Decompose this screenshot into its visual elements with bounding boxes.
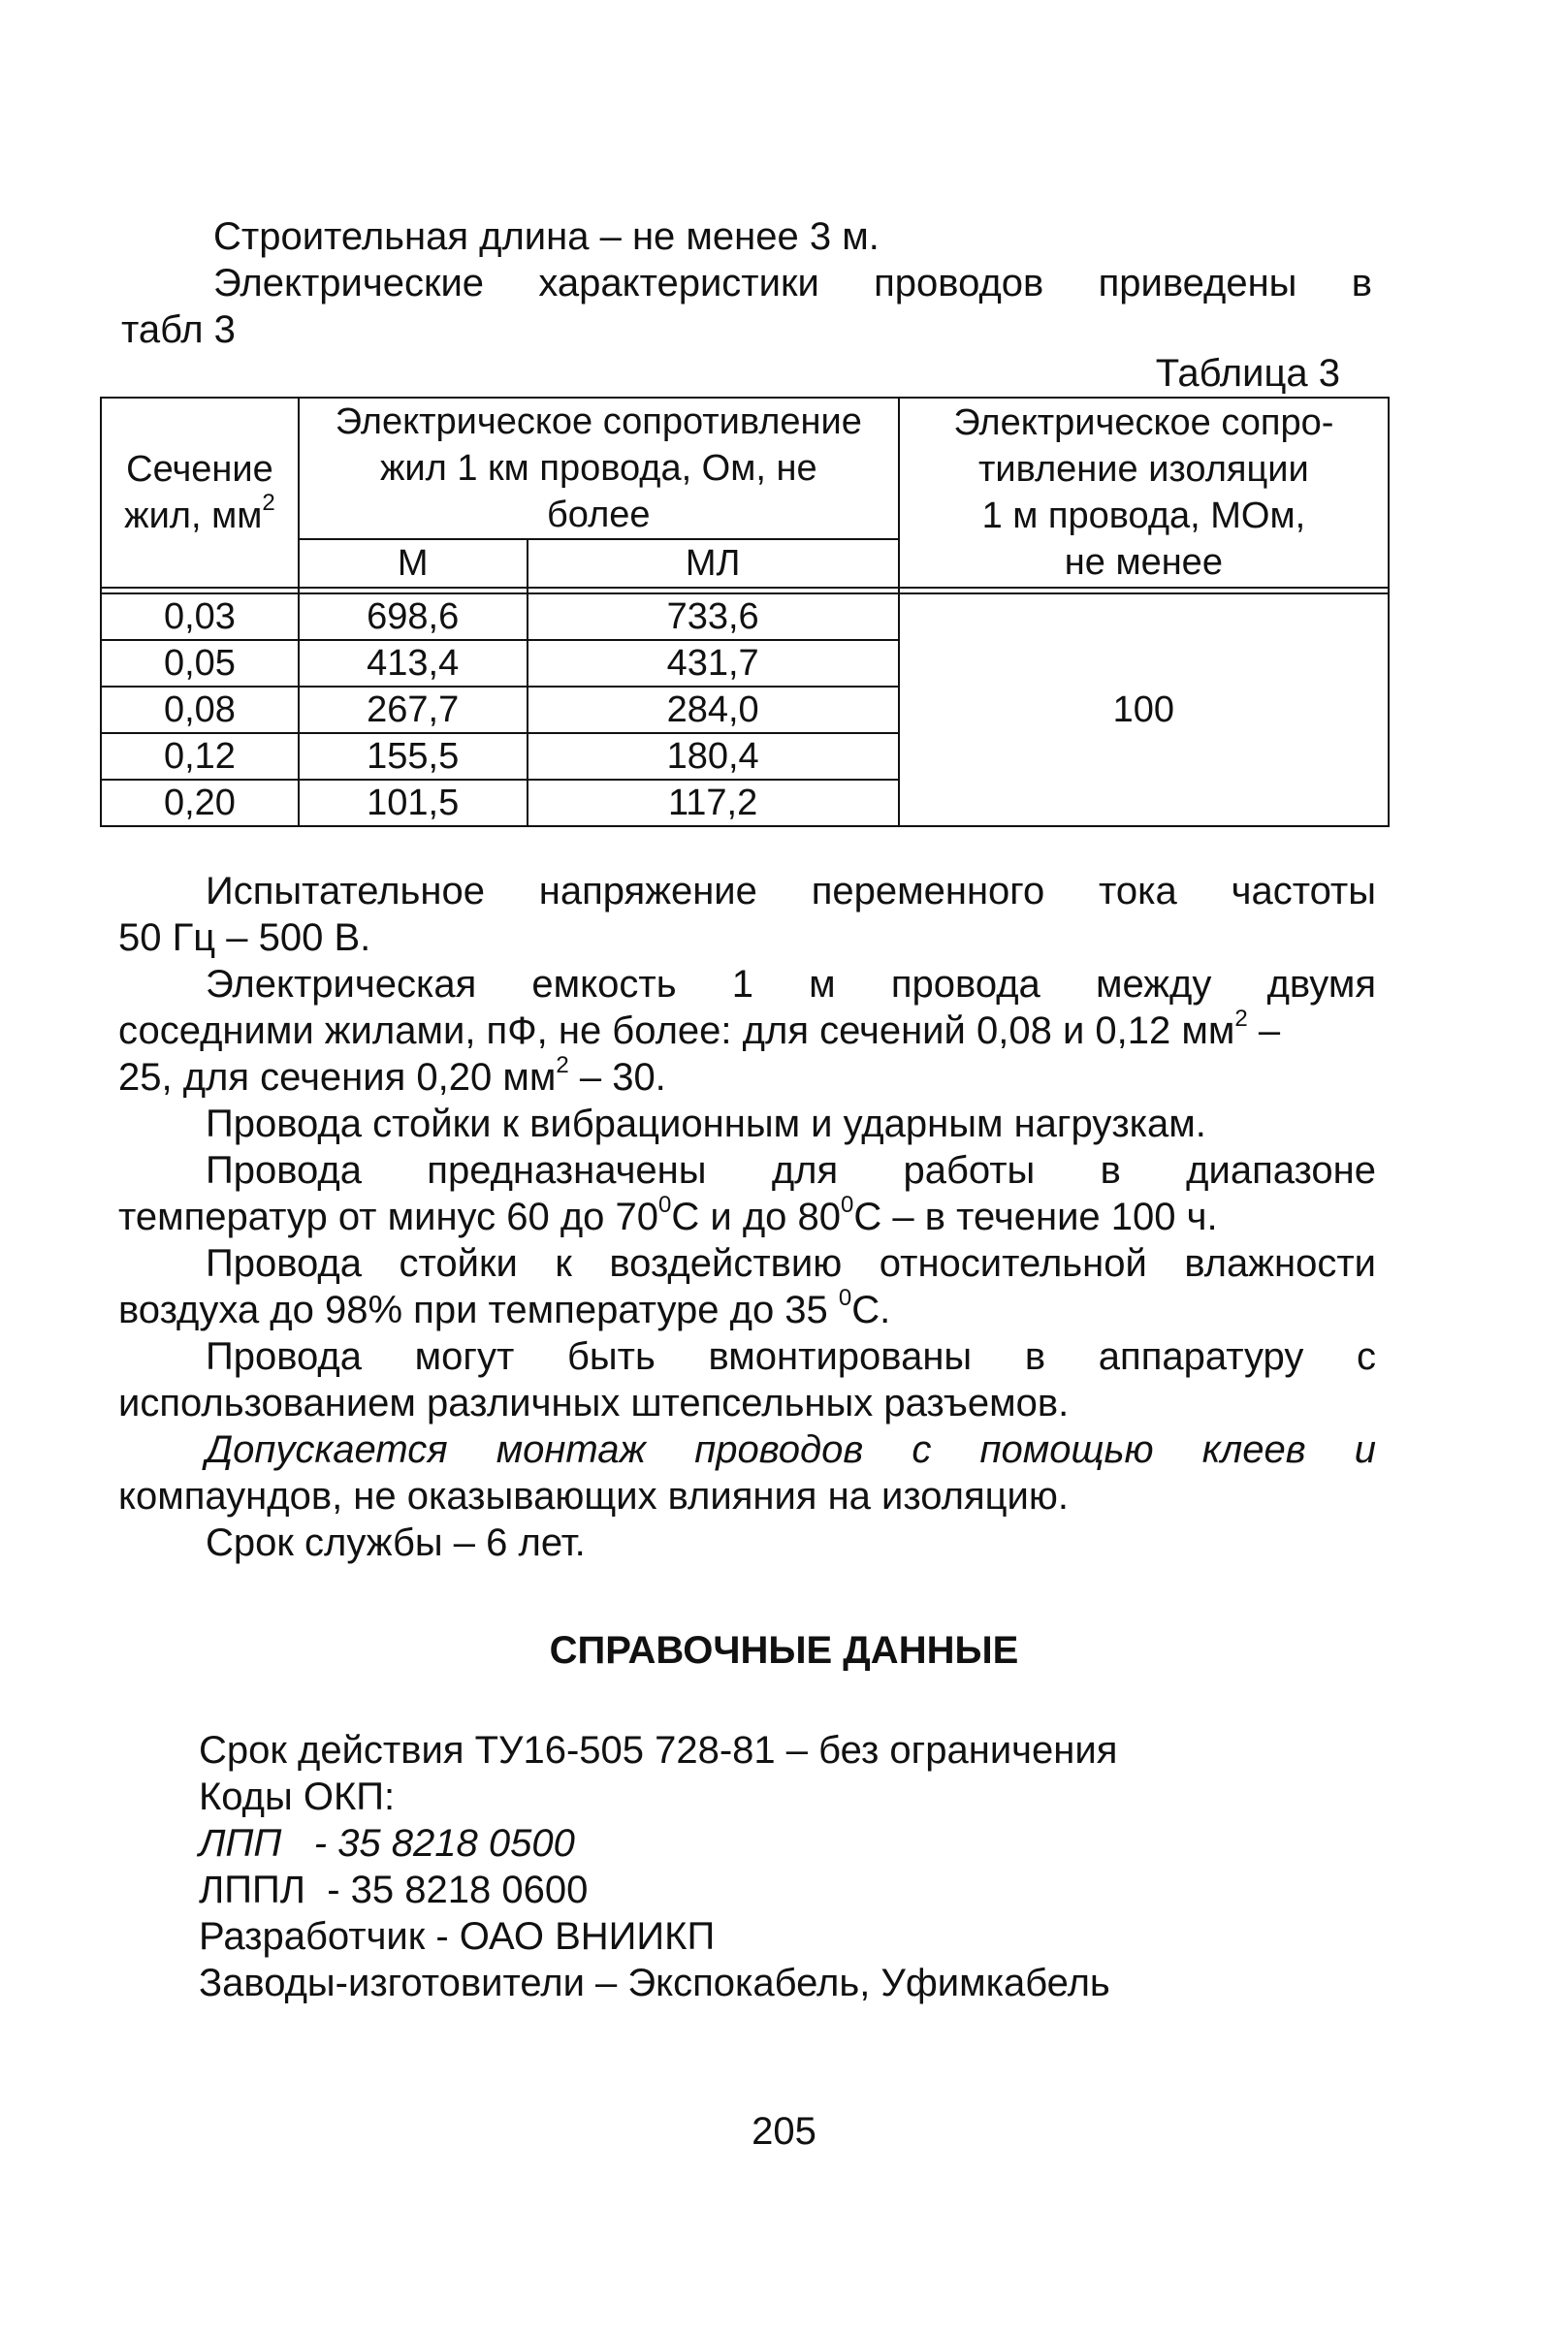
cell-insulation: 100 — [899, 593, 1389, 826]
p4-line-2-sup-2: 0 — [841, 1191, 854, 1218]
header-insulation-line-2: тивление изоляции — [978, 449, 1309, 490]
intro-line-2: Электрические характеристики проводов приведены в — [213, 262, 1372, 304]
p5-line-2-sup: 0 — [838, 1284, 852, 1311]
p1-line-2: 50 Гц – 500 В. — [118, 916, 371, 959]
cell-ml: 284,0 — [528, 687, 899, 733]
cell-m: 101,5 — [299, 780, 528, 826]
header-insulation-line-4: не менее — [1064, 542, 1223, 583]
header-section-unit: жил, мм — [124, 496, 263, 536]
cell-section: 0,20 — [101, 780, 299, 826]
p1-line-1: Испытательное напряжение переменного тока частоты — [206, 870, 1376, 912]
cell-m: 267,7 — [299, 687, 528, 733]
subheader-m: М — [299, 539, 528, 588]
header-resistance — [299, 398, 899, 539]
p2-line-3-text: 25, для сечения 0,20 мм — [118, 1056, 557, 1099]
header-resistance-line-3: более — [547, 495, 651, 535]
characteristics-table — [100, 397, 1390, 827]
p4-line-2-sup-1: 0 — [658, 1191, 672, 1218]
header-insulation-line-1: Электрическое сопро- — [953, 402, 1334, 443]
header-section-line-1: Сечение — [126, 449, 273, 490]
body-text — [118, 868, 1376, 1566]
header-resistance-line-1: Электрическое сопротивление — [335, 401, 862, 442]
p4-line-2-mid: С и до 80 — [671, 1196, 842, 1238]
cell-ml: 117,2 — [528, 780, 899, 826]
cell-ml: 180,4 — [528, 733, 899, 780]
header-insulation-line-3: 1 м провода, МОм, — [981, 496, 1306, 536]
p4-line-2-text: температур от минус 60 до 70 — [118, 1196, 659, 1238]
cell-ml: 733,6 — [528, 593, 899, 640]
reference-line-lppl: ЛППЛ - 35 8218 0600 — [199, 1869, 589, 1911]
p6-line-2: использованием различных штепсельных разъемов. — [118, 1382, 1070, 1424]
p4-line-2 — [118, 1191, 1376, 1240]
p5-line-2 — [118, 1284, 1376, 1333]
p7-line-1: Допускается монтаж проводов с помощью клеев и — [206, 1428, 1376, 1471]
header-section — [101, 398, 299, 588]
cell-section: 0,03 — [101, 593, 299, 640]
intro-line-3: табл 3 — [121, 308, 236, 351]
header-insulation — [899, 398, 1389, 588]
p4-line-1: Провода предназначены для работы в диапазоне — [206, 1149, 1376, 1192]
p5-line-2-end: С. — [851, 1289, 891, 1331]
p2-line-3-end: – 30. — [568, 1056, 666, 1099]
cell-section: 0,12 — [101, 733, 299, 780]
reference-line-developer: Разработчик - ОАО ВНИИКП — [199, 1915, 716, 1958]
p5-line-2-text: воздуха до 98% при температуре до 35 — [118, 1289, 839, 1331]
cell-ml: 431,7 — [528, 640, 899, 687]
reference-line-lpp: ЛПП - 35 8218 0500 — [199, 1822, 575, 1865]
cell-section: 0,08 — [101, 687, 299, 733]
reference-line-okp: Коды ОКП: — [199, 1776, 396, 1818]
table-caption: Таблица 3 — [1155, 352, 1340, 395]
p2-line-2-text: соседними жилами, пФ, не более: для сечений 0,08 и 0,12 мм — [118, 1009, 1235, 1052]
p2-line-2-end: – — [1247, 1009, 1281, 1052]
p8-line: Срок службы – 6 лет. — [206, 1521, 586, 1564]
p3-line: Провода стойки к вибрационным и ударным нагрузкам. — [206, 1103, 1206, 1145]
header-section-sup: 2 — [262, 490, 275, 517]
header-section-line-2 — [106, 490, 294, 539]
table-header-row — [101, 398, 1389, 539]
p7-line-2: компаундов, не оказывающих влияния на изоляцию. — [118, 1475, 1069, 1518]
p4-line-2-end: С – в течение 100 ч. — [853, 1196, 1218, 1238]
p2-line-2 — [118, 1005, 1376, 1054]
p6-line-1: Провода могут быть вмонтированы в аппаратуру с — [206, 1335, 1376, 1378]
p2-line-3 — [118, 1051, 1376, 1101]
p5-line-1: Провода стойки к воздействию относительной влажности — [206, 1242, 1376, 1285]
reference-line-validity: Срок действия ТУ16-505 728-81 – без ограничения — [199, 1729, 1118, 1772]
table-row — [101, 593, 1389, 640]
p2-line-2-sup: 2 — [1234, 1005, 1248, 1032]
header-resistance-line-2: жил 1 км провода, Ом, не — [379, 448, 817, 489]
cell-m: 698,6 — [299, 593, 528, 640]
subheader-ml: МЛ — [528, 539, 899, 588]
cell-m: 413,4 — [299, 640, 528, 687]
page-number: 205 — [752, 2110, 816, 2153]
reference-heading: СПРАВОЧНЫЕ ДАННЫЕ — [549, 1629, 1019, 1672]
reference-line-manufacturers: Заводы-изготовители – Экспокабель, Уфимкабель — [199, 1962, 1110, 2004]
p2-line-1: Электрическая емкость 1 м провода между двумя — [206, 963, 1376, 1006]
reference-block — [199, 1727, 1362, 2006]
p2-line-3-sup: 2 — [556, 1051, 569, 1078]
cell-m: 155,5 — [299, 733, 528, 780]
intro-line-1: Строительная длина – не менее 3 м. — [213, 215, 880, 258]
cell-section: 0,05 — [101, 640, 299, 687]
